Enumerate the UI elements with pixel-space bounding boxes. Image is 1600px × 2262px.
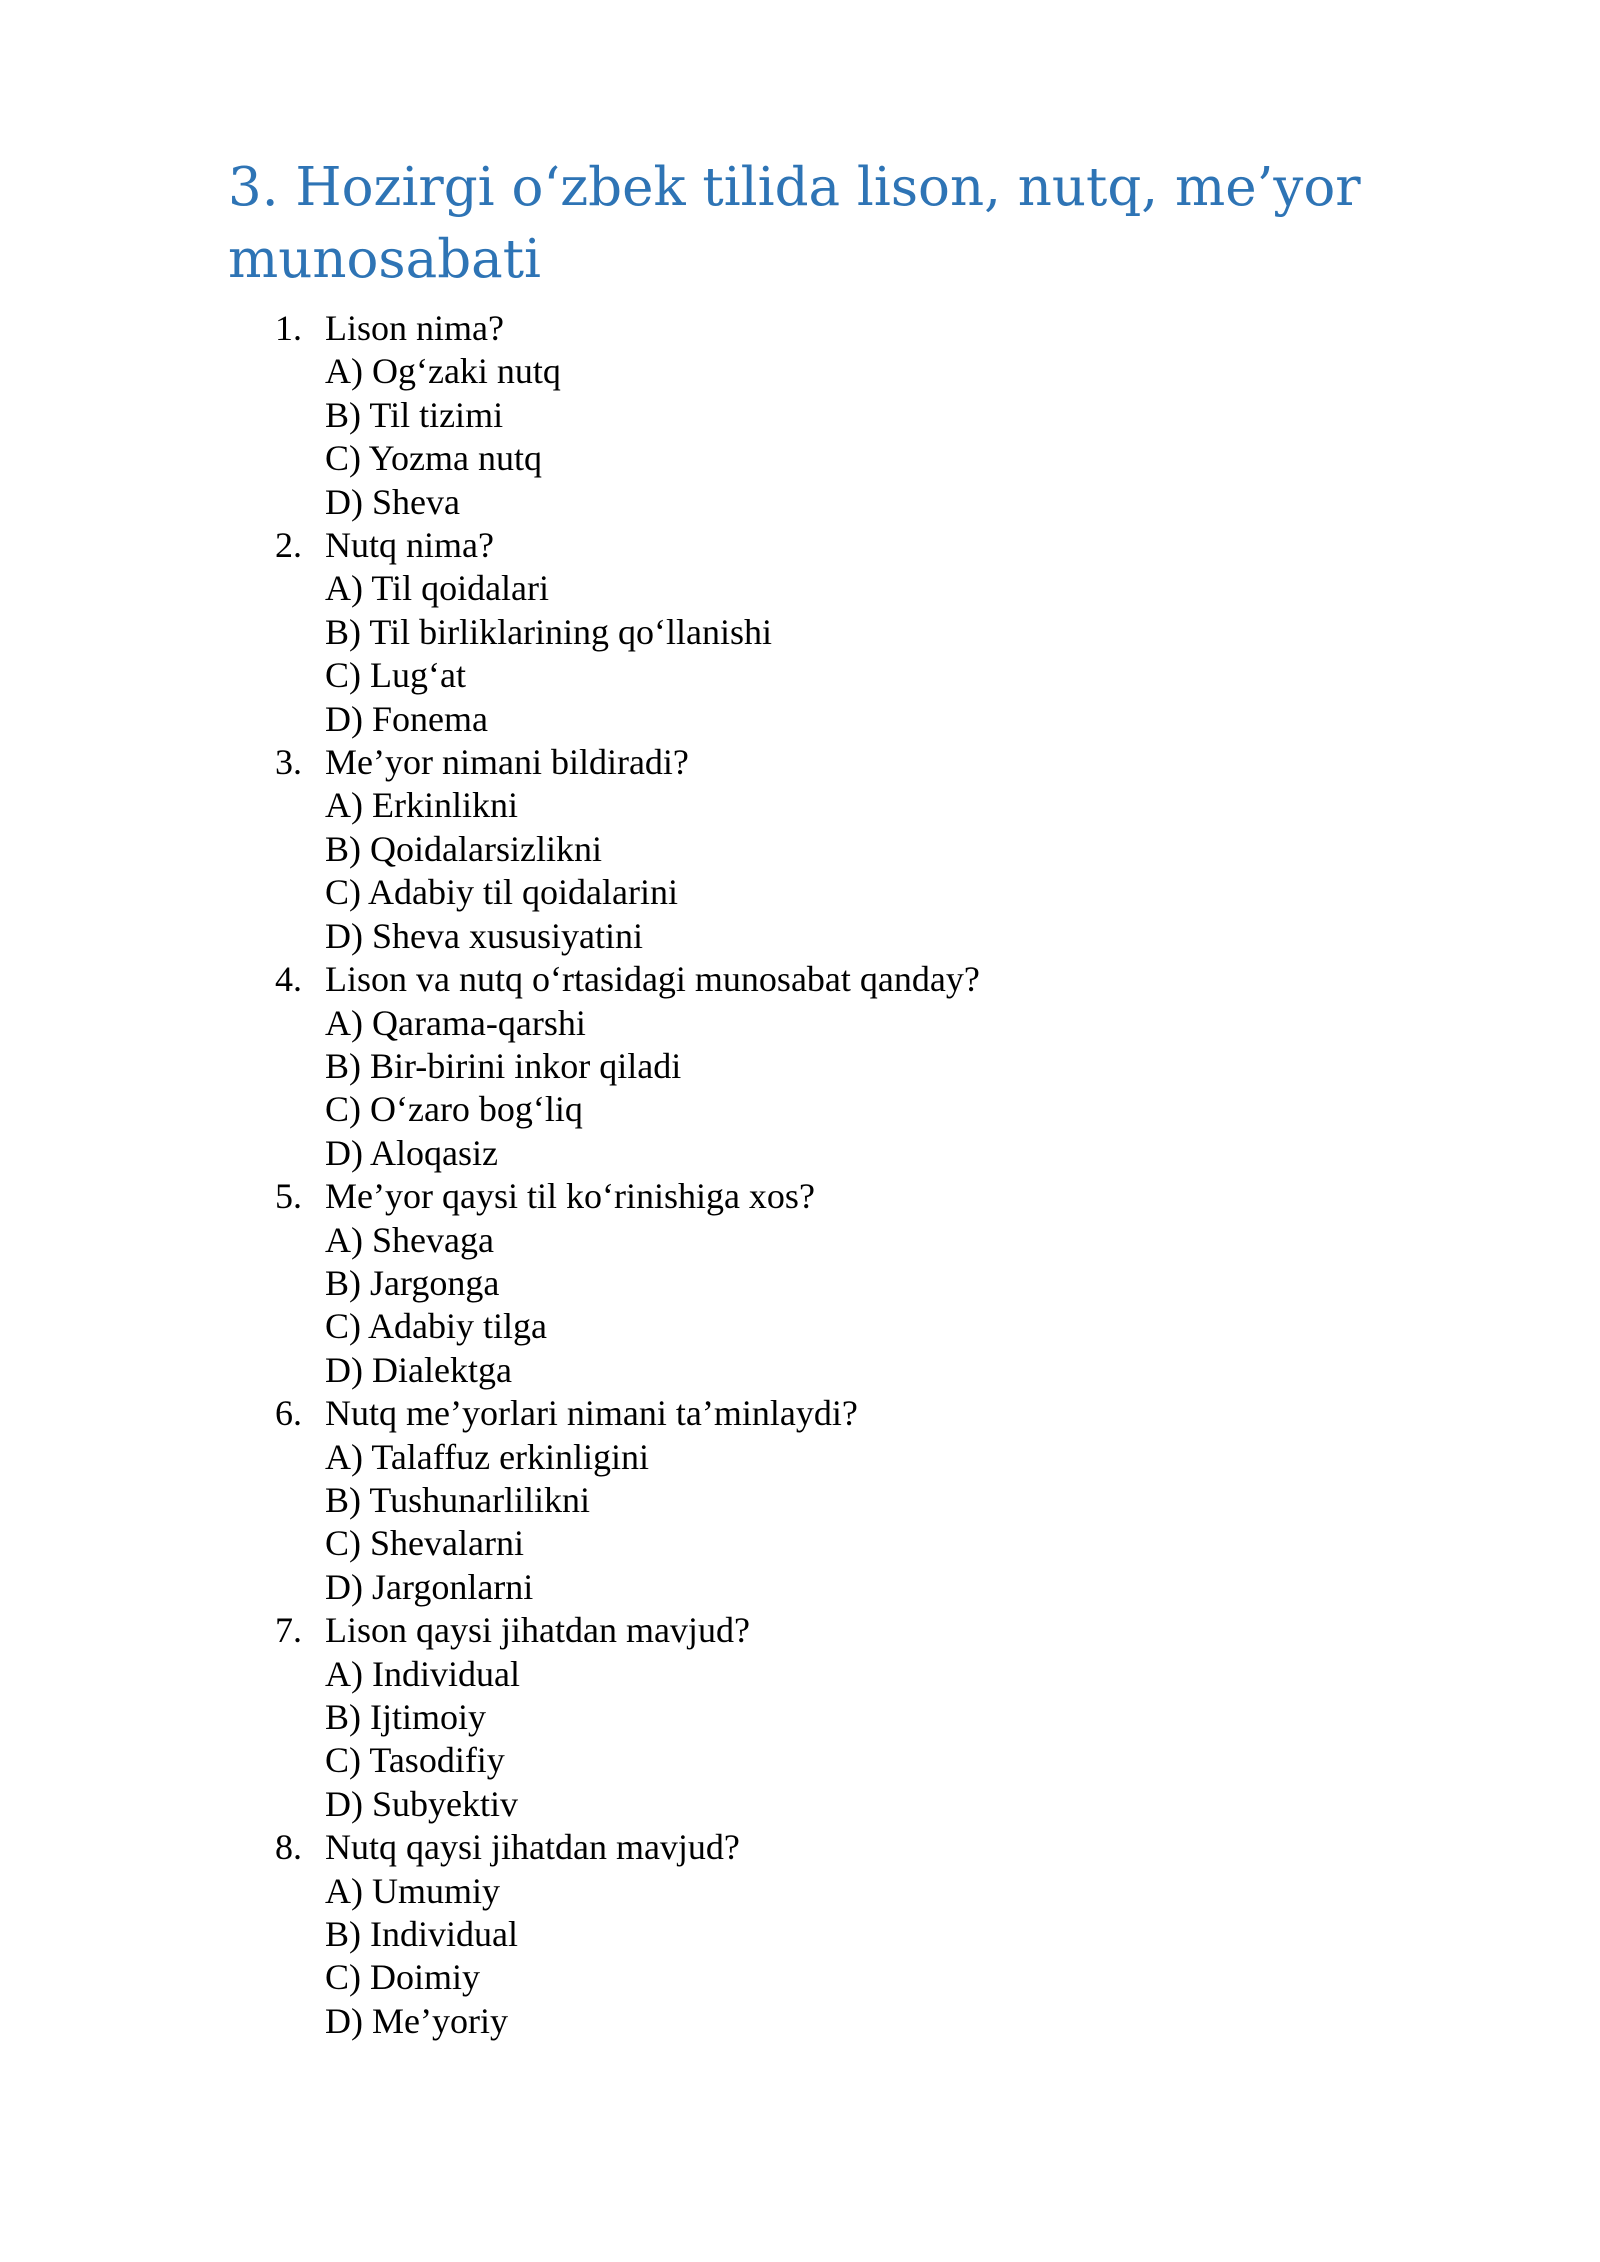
question-item xyxy=(275,1175,1375,1392)
answer-option-c: C) O‘zaro bog‘liq xyxy=(325,1089,583,1130)
answer-option-b: B) Tushunarlilikni xyxy=(325,1479,591,1520)
answer-option-d: D) Fonema xyxy=(325,698,488,739)
answer-option-b: B) Individual xyxy=(325,1914,518,1955)
question-line xyxy=(275,958,1375,1001)
question-list xyxy=(275,307,1375,2043)
question-line xyxy=(275,1175,1375,1218)
question-item xyxy=(275,524,1375,741)
question-line xyxy=(275,1609,1375,1652)
question-number: 1. xyxy=(275,308,302,348)
question-item xyxy=(275,958,1375,1175)
answer-option-d: D) Dialektga xyxy=(325,1349,512,1390)
question-item xyxy=(275,1392,1375,1609)
answer-option-d: D) Jargonlarni xyxy=(325,1566,534,1607)
page-title: 3. Hozirgi o‘zbek tilida lison, nutq, me’yor munosabati xyxy=(228,157,1361,290)
answer-option-d: D) Sheva xyxy=(325,481,460,522)
question-text: Nutq nima? xyxy=(325,525,494,566)
answer-option-c: C) Adabiy til qoidalarini xyxy=(325,872,678,913)
answer-option-a: A) Individual xyxy=(325,1653,520,1694)
answer-option-b: B) Jargonga xyxy=(325,1262,500,1303)
question-number: 3. xyxy=(275,742,302,783)
question-line xyxy=(275,741,1375,784)
answer-option-a: A) Umumiy xyxy=(325,1870,500,1911)
answer-option-d: D) Aloqasiz xyxy=(325,1132,498,1173)
question-line xyxy=(275,307,1375,350)
answer-options xyxy=(275,567,1375,741)
question-item xyxy=(275,307,1375,524)
answer-option-b: B) Qoidalarsizlikni xyxy=(325,828,602,869)
answer-option-a: A) Qarama-qarshi xyxy=(325,1002,586,1043)
answer-options xyxy=(275,784,1375,958)
question-number: 6. xyxy=(275,1393,302,1434)
answer-option-c: C) Doimiy xyxy=(325,1957,481,1998)
answer-option-a: A) Til qoidalari xyxy=(325,568,550,609)
answer-options xyxy=(275,1002,1375,1176)
answer-option-b: B) Bir-birini inkor qiladi xyxy=(325,1045,682,1086)
answer-option-c: C) Shevalarni xyxy=(325,1523,524,1564)
answer-option-b: B) Til tizimi xyxy=(325,394,504,435)
question-number: 8. xyxy=(275,1827,302,1868)
answer-option-d: D) Me’yoriy xyxy=(325,2000,508,2041)
question-item xyxy=(275,741,1375,958)
question-text: Lison nima? xyxy=(325,308,504,348)
answer-options xyxy=(275,350,1375,524)
answer-option-d: D) Sheva xususiyatini xyxy=(325,915,643,956)
answer-option-a: A) Talaffuz erkinligini xyxy=(325,1436,650,1477)
answer-option-b: B) Ijtimoiy xyxy=(325,1697,486,1737)
answer-option-c: C) Lug‘at xyxy=(325,655,466,696)
question-number: 7. xyxy=(275,1610,302,1651)
question-item xyxy=(275,1609,1375,1826)
question-number: 5. xyxy=(275,1176,302,1217)
answer-options xyxy=(275,1219,1375,1393)
question-text: Nutq qaysi jihatdan mavjud? xyxy=(325,1827,740,1868)
answer-option-d: D) Subyektiv xyxy=(325,1783,518,1824)
answer-option-a: A) Shevaga xyxy=(325,1219,494,1260)
question-number: 2. xyxy=(275,525,302,566)
answer-option-c: C) Adabiy tilga xyxy=(325,1306,547,1347)
answer-option-c: C) Tasodifiy xyxy=(325,1740,505,1781)
answer-option-b: B) Til birliklarining qo‘llanishi xyxy=(325,611,773,652)
answer-option-a: A) Og‘zaki nutq xyxy=(325,351,561,392)
question-item xyxy=(275,1826,1375,2043)
answer-option-a: A) Erkinlikni xyxy=(325,785,518,826)
answer-options xyxy=(275,1870,1375,2044)
question-line xyxy=(275,1392,1375,1435)
answer-option-c: C) Yozma nutq xyxy=(325,438,543,479)
question-text: Me’yor nimani bildiradi? xyxy=(325,742,689,783)
question-line xyxy=(275,524,1375,567)
answer-options xyxy=(275,1436,1375,1610)
question-text: Lison qaysi jihatdan mavjud? xyxy=(325,1610,750,1651)
question-text: Lison va nutq o‘rtasidagi munosabat qanday? xyxy=(325,959,980,1000)
question-text: Nutq me’yorlari nimani ta’minlaydi? xyxy=(325,1393,858,1434)
question-text: Me’yor qaysi til ko‘rinishiga xos? xyxy=(325,1176,815,1217)
answer-options xyxy=(275,1653,1375,1827)
question-number: 4. xyxy=(275,959,302,1000)
question-line xyxy=(275,1826,1375,1869)
